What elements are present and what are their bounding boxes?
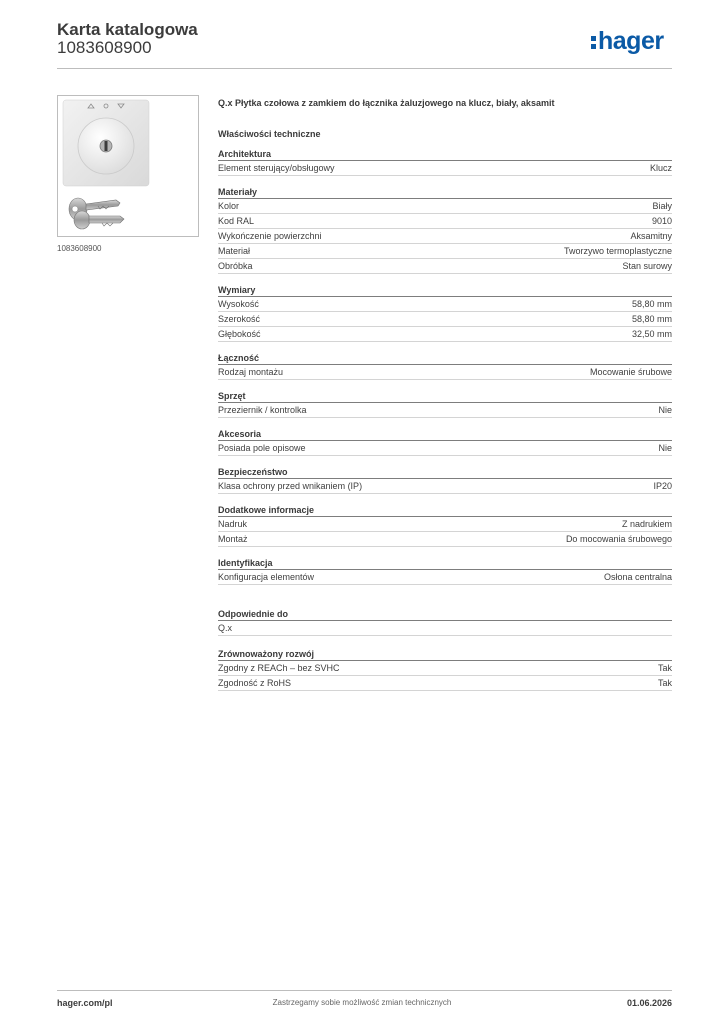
- section-title: Akcesoria: [218, 428, 672, 441]
- spec-label: Posiada pole opisowe: [218, 443, 306, 453]
- spec-value: Tak: [657, 678, 672, 688]
- spec-value: Aksamitny: [630, 231, 672, 241]
- spec-row: [218, 161, 672, 176]
- spec-label: Rodzaj montażu: [218, 367, 284, 377]
- spec-row: [218, 403, 672, 418]
- logo-text: hager: [598, 27, 664, 55]
- key-lock-icon: [100, 140, 112, 152]
- spec-label: Zgodność z RoHS: [218, 678, 292, 688]
- spec-label: Montaż: [218, 534, 248, 544]
- spec-row: [218, 661, 672, 676]
- spec-value: Osłona centralna: [603, 572, 672, 582]
- product-image: [57, 95, 199, 237]
- spec-value: Stan surowy: [622, 261, 672, 271]
- section-title: Bezpieczeństwo: [218, 466, 672, 479]
- spec-label: Q.x: [218, 623, 233, 633]
- section-title: Materiały: [218, 186, 672, 199]
- spec-row: [218, 259, 672, 274]
- spec-row: [218, 570, 672, 585]
- spec-row: [218, 229, 672, 244]
- spec-value: Tworzywo termoplastyczne: [563, 246, 672, 256]
- spec-section: [218, 390, 672, 418]
- spec-value: 32,50 mm: [631, 329, 672, 339]
- footer-divider: [57, 990, 672, 991]
- spec-row: [218, 199, 672, 214]
- spec-label: Głębokość: [218, 329, 261, 339]
- spec-row: [218, 214, 672, 229]
- section-title: Łączność: [218, 352, 672, 365]
- spec-value: Do mocowania śrubowego: [565, 534, 672, 544]
- specification: [218, 92, 672, 691]
- spec-row: [218, 676, 672, 691]
- spec-section: [218, 466, 672, 494]
- footer-disclaimer: Zastrzegamy sobie możliwość zmian technicznych: [272, 998, 452, 1007]
- product-illustration: [58, 96, 198, 236]
- spec-label: Klasa ochrony przed wnikaniem (IP): [218, 481, 363, 491]
- spec-value: Tak: [657, 663, 672, 673]
- spec-heading: Właściwości techniczne: [218, 129, 321, 139]
- product-number: 1083608900: [57, 38, 152, 57]
- spec-value: 9010: [651, 216, 672, 226]
- spec-label: Zgodny z REACh – bez SVHC: [218, 663, 340, 673]
- spec-row: [218, 297, 672, 312]
- section-title: Odpowiednie do: [218, 608, 672, 621]
- spec-section: [218, 504, 672, 547]
- spec-section: [218, 148, 672, 176]
- spec-row: [218, 365, 672, 380]
- hager-logo: [591, 27, 664, 56]
- section-title: Architektura: [218, 148, 672, 161]
- spec-section: [218, 352, 672, 380]
- spec-row: [218, 244, 672, 259]
- spec-label: Kolor: [218, 201, 240, 211]
- header-divider: [57, 68, 672, 69]
- spec-label: Konfiguracja elementów: [218, 572, 315, 582]
- spec-label: Materiał: [218, 246, 251, 256]
- section-title: Identyfikacja: [218, 557, 672, 570]
- spec-label: Obróbka: [218, 261, 253, 271]
- spec-row: [218, 621, 672, 636]
- section-title: Zrównoważony rozwój: [218, 648, 672, 661]
- section-title: Wymiary: [218, 284, 672, 297]
- spec-label: Nadruk: [218, 519, 248, 529]
- spec-label: Wykończenie powierzchni: [218, 231, 322, 241]
- spec-section: [218, 608, 672, 636]
- footer-website: hager.com/pl: [57, 998, 113, 1008]
- spec-section: [218, 557, 672, 585]
- spec-row: [218, 312, 672, 327]
- spec-section: [218, 186, 672, 274]
- sustainability-section: [218, 648, 672, 691]
- suitable-section: [218, 608, 672, 636]
- spec-value: 58,80 mm: [631, 314, 672, 324]
- spec-label: Szerokość: [218, 314, 261, 324]
- spec-value: Nie: [658, 443, 672, 453]
- document-title: Karta katalogowa: [57, 20, 198, 39]
- spec-value: Klucz: [649, 163, 672, 173]
- spec-row: [218, 479, 672, 494]
- spec-row: [218, 441, 672, 456]
- spec-sections: [218, 148, 672, 585]
- image-caption: 1083608900: [57, 244, 102, 253]
- section-title: Dodatkowe informacje: [218, 504, 672, 517]
- footer-date: 01.06.2026: [626, 998, 672, 1008]
- spec-value: Biały: [652, 201, 672, 211]
- spec-label: Przeziernik / kontrolka: [218, 405, 307, 415]
- keys-icon: [69, 198, 124, 229]
- spec-row: [218, 327, 672, 342]
- logo-dots-icon: [591, 33, 596, 51]
- spec-label: Element sterujący/obsługowy: [218, 163, 335, 173]
- spec-value: IP20: [653, 481, 672, 491]
- spec-row: [218, 517, 672, 532]
- spec-value: Z nadrukiem: [621, 519, 672, 529]
- spec-label: Wysokość: [218, 299, 259, 309]
- spec-label: Kod RAL: [218, 216, 255, 226]
- spec-value: 58,80 mm: [631, 299, 672, 309]
- section-title: Sprzęt: [218, 390, 672, 403]
- spec-value: Mocowanie śrubowe: [589, 367, 672, 377]
- product-title: Q.x Płytka czołowa z zamkiem do łącznika żaluzjowego na klucz, biały, aksamit: [218, 98, 555, 108]
- spec-section: [218, 284, 672, 342]
- spec-value: Nie: [658, 405, 672, 415]
- spec-section: [218, 648, 672, 691]
- spec-row: [218, 532, 672, 547]
- spec-section: [218, 428, 672, 456]
